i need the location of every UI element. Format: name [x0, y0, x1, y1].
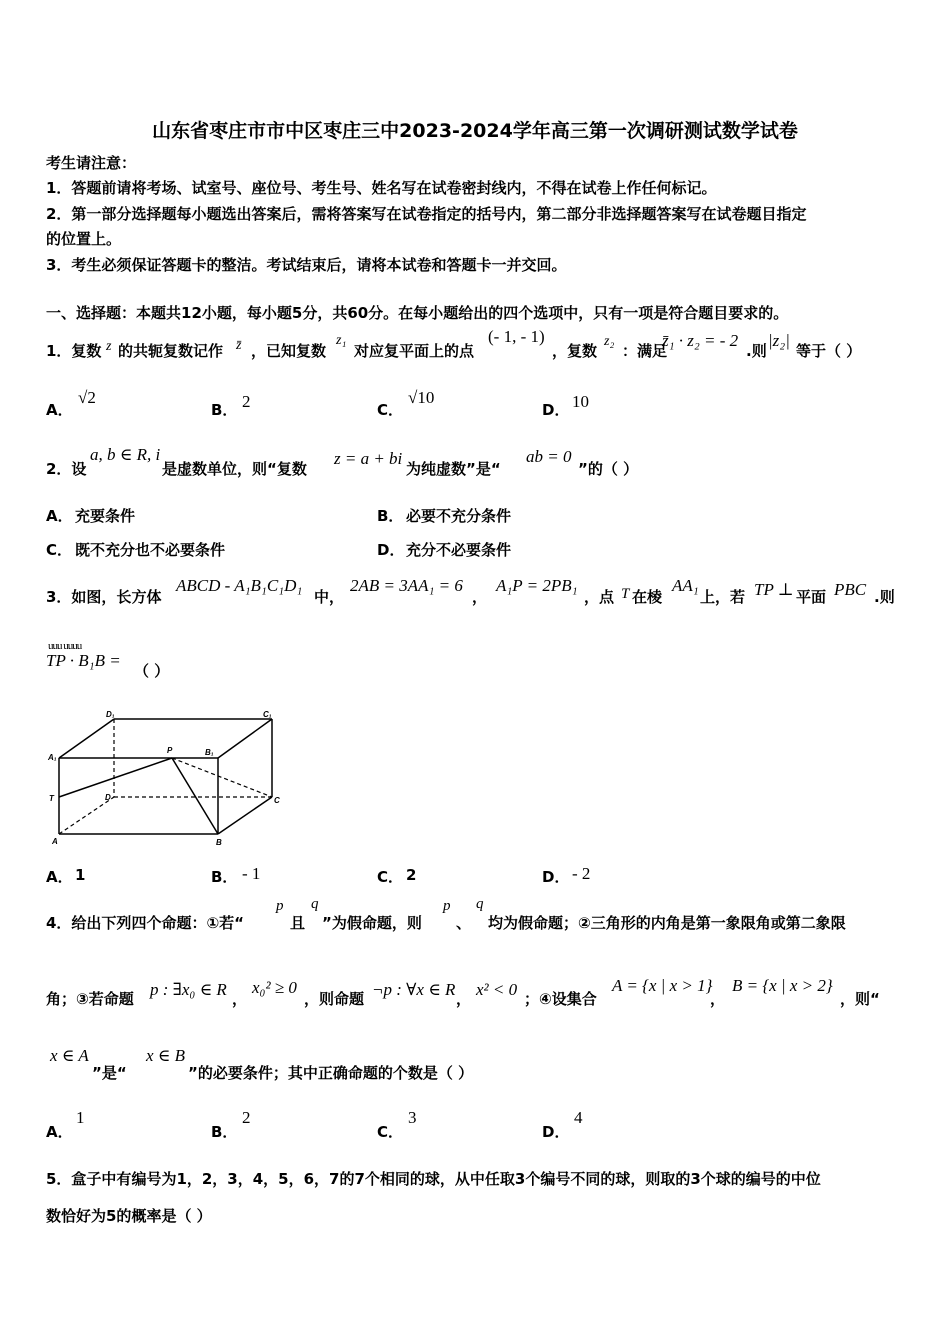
q2-option-b[interactable]: 必要不充分条件	[406, 507, 512, 525]
segment-PB	[172, 758, 218, 834]
label-C1: C₁	[263, 710, 272, 719]
label-A: A	[52, 837, 58, 846]
q1-text: ，已知复数	[251, 342, 327, 360]
q2-option-a[interactable]: 充要条件	[75, 507, 136, 525]
q3-text: 3．如图，长方体	[46, 588, 162, 606]
q4-math: B = {x | x > 2}	[732, 976, 833, 995]
q3-option-b-label[interactable]: B．	[211, 868, 238, 886]
q4-option-b-label[interactable]: B．	[211, 1123, 238, 1141]
q4-text: ；④设集合	[524, 990, 597, 1008]
q2-text: 2．设	[46, 460, 87, 478]
q1-text: .则	[746, 342, 767, 360]
q4-option-c[interactable]: 3	[408, 1108, 417, 1127]
q1-text: 等于（ ）	[796, 342, 862, 360]
q1-math: z₁	[336, 333, 347, 348]
q4-option-a[interactable]: 1	[76, 1108, 85, 1127]
q1-math: z₂	[604, 334, 615, 349]
q4-option-b[interactable]: 2	[242, 1108, 251, 1127]
q1-option-b[interactable]: 2	[242, 392, 251, 411]
q4-option-a-label[interactable]: A．	[46, 1123, 73, 1141]
q4-text: 角；③若命题	[46, 990, 134, 1008]
q1-text: 1．复数	[46, 342, 102, 360]
q2-option-a-label[interactable]: A．	[46, 507, 73, 525]
q4-math: ¬p : ∀x ∈ R	[372, 980, 456, 999]
q4-math: x ∈ A	[50, 1046, 89, 1065]
cuboid-diagram	[44, 704, 294, 854]
q2-text: ”的（ ）	[578, 460, 639, 478]
q3-vector-marks: uuu uuuu	[48, 640, 82, 652]
q3-text: 在棱	[632, 588, 663, 606]
q2-option-c[interactable]: 既不充分也不必要条件	[75, 541, 226, 559]
q4-text: ”是“	[92, 1064, 127, 1082]
q3-option-c[interactable]: 2	[406, 866, 417, 884]
q2-text: 是虚数单位，则“复数	[162, 460, 307, 478]
q3-option-d-label[interactable]: D．	[542, 868, 570, 886]
q4-text: ”为假命题，则	[322, 914, 422, 932]
q3-option-b[interactable]: - 1	[242, 864, 261, 883]
q3-text: ，	[472, 588, 488, 606]
q2-math: z = a + bi	[334, 449, 403, 468]
q1-option-c-label[interactable]: C．	[377, 401, 404, 419]
notice-item-2-cont: 的位置上。	[46, 230, 122, 248]
q4-math: x ∈ B	[146, 1046, 186, 1065]
q3-text: ，点	[584, 588, 615, 606]
q1-math: z	[106, 339, 112, 354]
q1-option-a-label[interactable]: A．	[46, 401, 73, 419]
q4-text: 、	[456, 914, 472, 932]
notice-item-1: 1．答题前请将考场、试室号、座位号、考生号、姓名写在试卷密封线内，不得在试卷上作任何标记。	[46, 179, 717, 197]
q4-option-c-label[interactable]: C．	[377, 1123, 404, 1141]
q1-option-b-label[interactable]: B．	[211, 401, 238, 419]
q4-math: p : ∃x₀ ∈ R	[150, 980, 227, 999]
q3-option-d[interactable]: - 2	[572, 864, 591, 883]
q3-math: TP · B₁B =	[46, 651, 121, 670]
q1-option-a[interactable]: √2	[78, 388, 96, 407]
q3-text: .则	[874, 588, 895, 606]
hidden-segment-PC	[172, 758, 272, 797]
q3-text: 上，若	[700, 588, 746, 606]
q4-math: x² < 0	[476, 980, 518, 999]
q5-text-line-2: 数恰好为5的概率是（ ）	[46, 1207, 212, 1225]
q3-text: 中，	[314, 588, 345, 606]
q4-option-d[interactable]: 4	[574, 1108, 583, 1127]
q3-math: PBC	[834, 580, 867, 599]
q4-math: q	[476, 896, 484, 912]
q1-math: (- 1, - 1)	[488, 327, 545, 346]
edge-B1C1	[218, 719, 272, 758]
label-D: D	[105, 793, 111, 802]
edge-BC	[218, 797, 272, 834]
q3-text: （ ）	[134, 662, 170, 680]
label-A1: A₁	[48, 753, 57, 762]
label-B1: B₁	[205, 748, 214, 757]
section-heading: 一、选择题：本题共12小题，每小题5分，共60分。在每小题给出的四个选项中，只有一项是符合题目要求的。	[46, 304, 789, 322]
notice-item-2: 2．第一部分选择题每小题选出答案后，需将答案写在试卷指定的括号内，第二部分非选择题答案写在试卷题目指定	[46, 205, 807, 223]
q4-math: p	[276, 898, 284, 914]
q4-math: x₀² ≥ 0	[252, 978, 297, 997]
q3-math: ABCD - A₁B₁C₁D₁	[176, 576, 303, 595]
hidden-edge-AD	[59, 797, 114, 834]
q1-math: |z₂|	[768, 331, 790, 350]
q2-math: a, b ∈ R, i	[90, 445, 161, 464]
q1-text: 的共轭复数记作	[118, 342, 224, 360]
q4-text: ，则命题	[304, 990, 365, 1008]
q1-text: 对应复平面上的点	[354, 342, 475, 360]
q3-math: 2AB = 3AA₁ = 6	[350, 576, 463, 595]
q4-option-d-label[interactable]: D．	[542, 1123, 570, 1141]
q2-option-d[interactable]: 充分不必要条件	[406, 541, 512, 559]
q1-math: z̄	[236, 338, 242, 353]
segment-TP	[59, 758, 172, 797]
page-title: 山东省枣庄市市中区枣庄三中2023-2024学年高三第一次调研测试数学试卷	[152, 120, 798, 142]
q1-option-c[interactable]: √10	[408, 388, 435, 407]
q4-text: ，	[710, 990, 726, 1008]
q4-text: 4．给出下列四个命题：①若“	[46, 914, 244, 932]
q2-option-c-label[interactable]: C．	[46, 541, 73, 559]
q3-math: T	[621, 586, 630, 602]
q4-text: ，则“	[840, 990, 880, 1008]
q4-math: p	[443, 898, 451, 914]
q4-text: 均为假命题；②三角形的内角是第一象限角或第二象限	[488, 914, 846, 932]
q1-option-d-label[interactable]: D．	[542, 401, 570, 419]
notice-heading: 考生请注意：	[46, 154, 137, 172]
label-B: B	[216, 838, 222, 847]
q4-math: A = {x | x > 1}	[612, 976, 713, 995]
q3-option-a[interactable]: 1	[75, 866, 86, 884]
q3-option-c-label[interactable]: C．	[377, 868, 404, 886]
q4-text: 且	[290, 914, 306, 932]
q3-math: AA₁	[672, 576, 699, 595]
q3-text: 平面	[796, 588, 827, 606]
q2-option-d-label[interactable]: D．	[377, 541, 405, 559]
edge-A1D1	[59, 719, 114, 758]
q1-math: z̄₁ · z₂ = - 2	[662, 331, 739, 350]
q4-text: ，	[456, 990, 472, 1008]
q4-math: q	[311, 896, 319, 912]
q1-text: ，复数	[552, 342, 598, 360]
q3-math: TP ⊥	[754, 580, 794, 599]
q2-option-b-label[interactable]: B．	[377, 507, 404, 525]
q1-text: ：满足	[622, 342, 668, 360]
label-P: P	[167, 746, 173, 755]
q5-text-line-1: 5．盒子中有编号为1，2，3，4，5，6，7的7个相同的球，从中任取3个编号不同的球，则取的3个球的编号的中位	[46, 1170, 821, 1188]
label-D1: D₁	[106, 710, 115, 719]
q1-option-d[interactable]: 10	[572, 392, 589, 411]
q2-math: ab = 0	[526, 447, 572, 466]
q4-text: ”的必要条件；其中正确命题的个数是（ ）	[188, 1064, 474, 1082]
notice-item-3: 3．考生必须保证答题卡的整洁。考试结束后，请将本试卷和答题卡一并交回。	[46, 256, 567, 274]
label-T: T	[49, 794, 54, 803]
q2-text: 为纯虚数”是“	[406, 460, 501, 478]
q4-text: ，	[232, 990, 248, 1008]
q3-option-a-label[interactable]: A．	[46, 868, 73, 886]
label-C: C	[274, 796, 280, 805]
q3-math: A₁P = 2PB₁	[496, 576, 578, 595]
